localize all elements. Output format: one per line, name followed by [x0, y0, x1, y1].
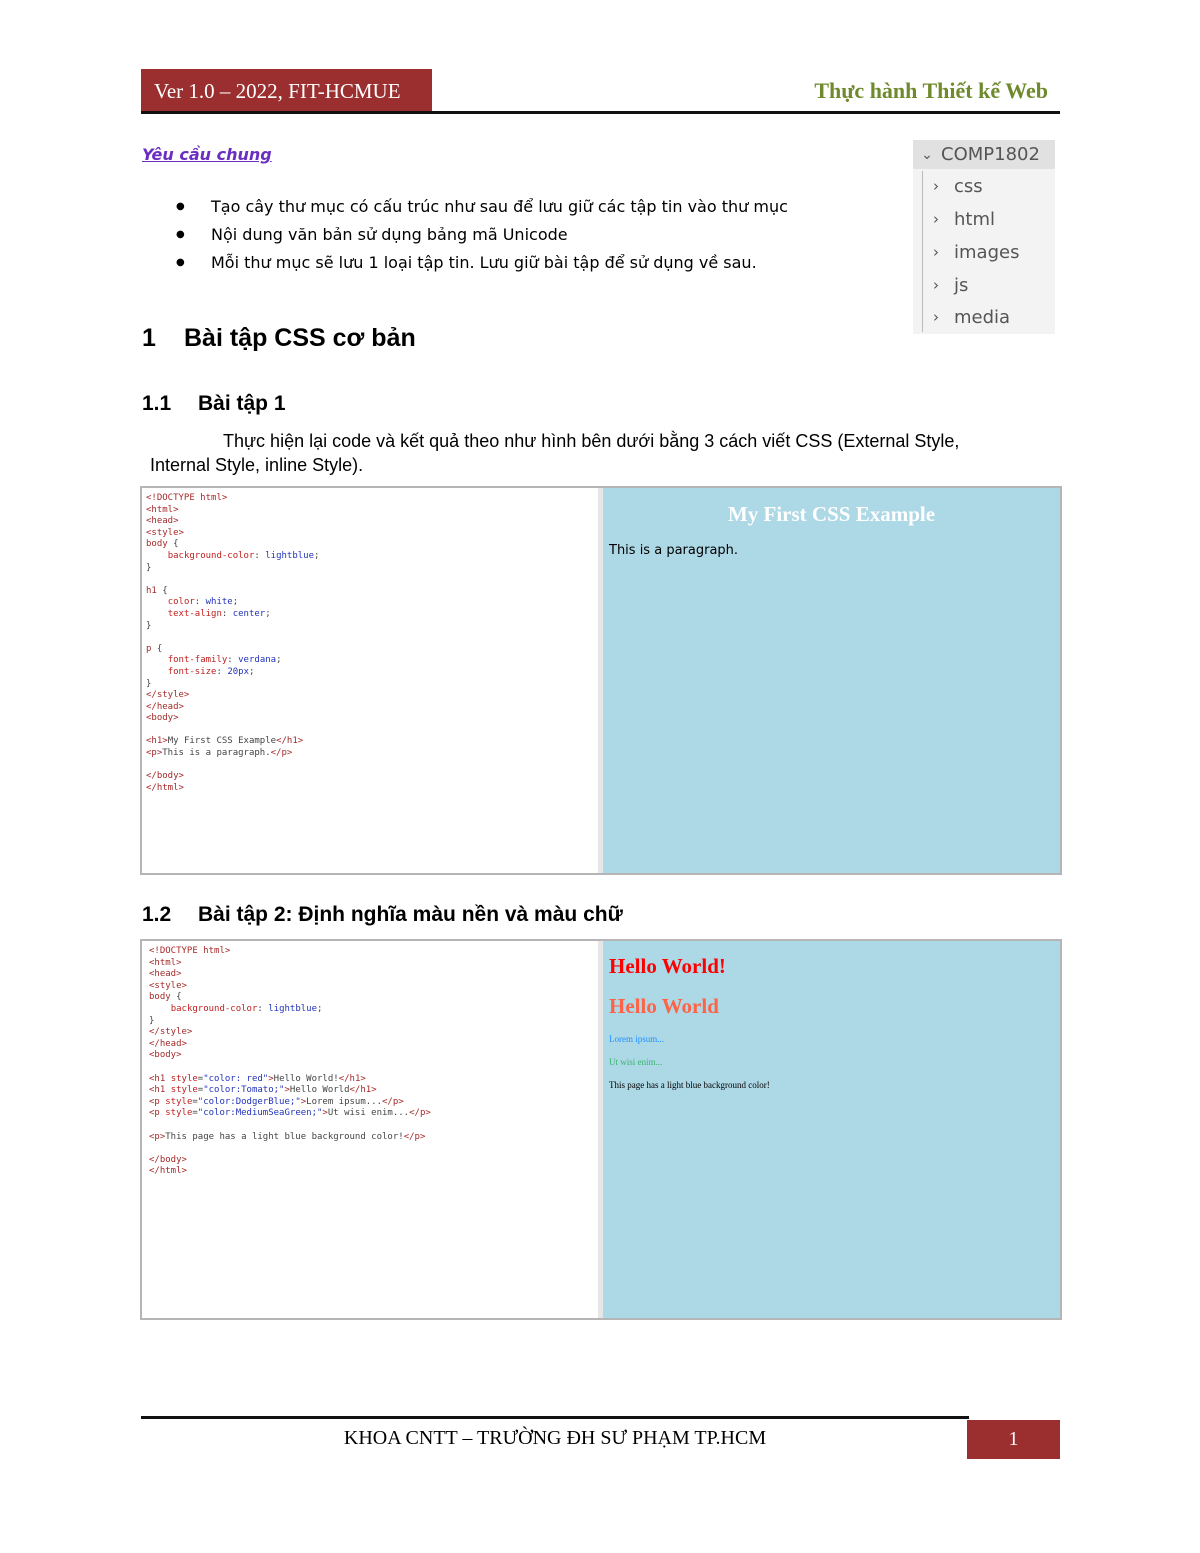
exercise1-title: Bài tập 1: [198, 392, 286, 415]
folder-item-css: [933, 171, 983, 201]
page-number: 1: [967, 1420, 1060, 1459]
chevron-down-icon: ⌄: [921, 146, 933, 163]
header-version-badge: Ver 1.0 – 2022, FIT-HCMUE: [141, 69, 432, 114]
folder-item-label: media: [954, 306, 1011, 328]
chevron-right-icon: ›: [933, 276, 939, 294]
folder-item-label: images: [954, 241, 1020, 263]
render-h1-red: Hello World!: [609, 954, 726, 978]
list-item: ● Tạo cây thư mục có cấu trúc như sau để lưu giữ các tập tin vào thư mục: [176, 196, 788, 224]
folder-tree: [913, 140, 1055, 334]
footer-rule: [141, 1416, 969, 1419]
chevron-right-icon: ›: [933, 243, 939, 261]
folder-item-js: [933, 270, 968, 300]
header-title: Thực hành Thiết kế Web: [814, 78, 1048, 103]
requirements-title: Yêu cầu chung: [142, 145, 272, 164]
exercise2-number: 1.2: [142, 903, 172, 926]
exercise1-example-panel: [140, 486, 1062, 875]
exercise1-number: 1.1: [142, 392, 172, 415]
exercise1-description: Thực hiện lại code và kết quả theo như hình bên dưới bằng 3 cách viết CSS (External Style, Internal Style, inline Style).: [150, 431, 960, 475]
section-title: Bài tập CSS cơ bản: [184, 324, 416, 352]
render-p-dodgerblue: Lorem ipsum...: [609, 1034, 664, 1044]
render-paragraph: This is a paragraph.: [609, 543, 739, 558]
tree-indent-guide: [922, 171, 923, 332]
exercise1-code: <!DOCTYPE html> <html> <head> <style> body { background-color: lightblue; } h1 { color: white; text-align: center; } p { font-family: verdana; font-size: 20px; } </style> </head> <body> <h1>My First CSS Example</h1> <p>This is a paragraph.</p> </body> </html>: [142, 488, 598, 873]
folder-item-html: [933, 204, 995, 234]
exercise1-heading: [142, 392, 286, 416]
render-h1-tomato: Hello World: [609, 994, 719, 1018]
exercise2-heading: [142, 903, 623, 927]
render-p-seagreen: Ut wisi enim...: [609, 1057, 663, 1067]
exercise1-render: [603, 488, 1060, 873]
folder-item-label: css: [954, 175, 983, 197]
folder-item-media: [933, 302, 1010, 332]
header-rule: [141, 111, 1060, 114]
folder-item-label: html: [954, 208, 996, 230]
section-number: 1: [142, 324, 156, 352]
requirements-list: [176, 196, 788, 280]
render-p-plain: This page has a light blue background color!: [609, 1080, 770, 1090]
chevron-right-icon: ›: [933, 210, 939, 228]
exercise2-code: <!DOCTYPE html> <html> <head> <style> body { background-color: lightblue; } </style> </head> <body> <h1 style="color: red">Hello World!</h1> <h1 style="color:Tomato;">Hello World</h1> <p style="color:DodgerBlue;">Lorem ipsum...</p> <p style="color:MediumSeaGreen;">Ut wisi enim...</p> <p>This page has a light blue background color!</p> </body> </html>: [142, 941, 598, 1318]
footer-text: KHOA CNTT – TRƯỜNG ĐH SƯ PHẠM TP.HCM: [343, 1427, 767, 1449]
list-item: ● Mỗi thư mục sẽ lưu 1 loại tập tin. Lưu giữ bài tập để sử dụng về sau.: [176, 252, 788, 280]
exercise2-render: [603, 941, 1060, 1318]
list-item: ● Nội dung văn bản sử dụng bảng mã Unicode: [176, 224, 788, 252]
exercise2-title: Bài tập 2: Định nghĩa màu nền và màu chữ: [198, 903, 623, 926]
section-heading: [142, 324, 416, 353]
folder-root: [913, 140, 1055, 169]
exercise2-example-panel: [140, 939, 1062, 1320]
chevron-right-icon: ›: [933, 308, 939, 326]
folder-root-label: COMP1802: [941, 144, 1040, 165]
chevron-right-icon: ›: [933, 177, 939, 195]
folder-item-images: [933, 237, 1019, 267]
render-heading: My First CSS Example: [727, 502, 936, 526]
folder-item-label: js: [954, 274, 969, 296]
